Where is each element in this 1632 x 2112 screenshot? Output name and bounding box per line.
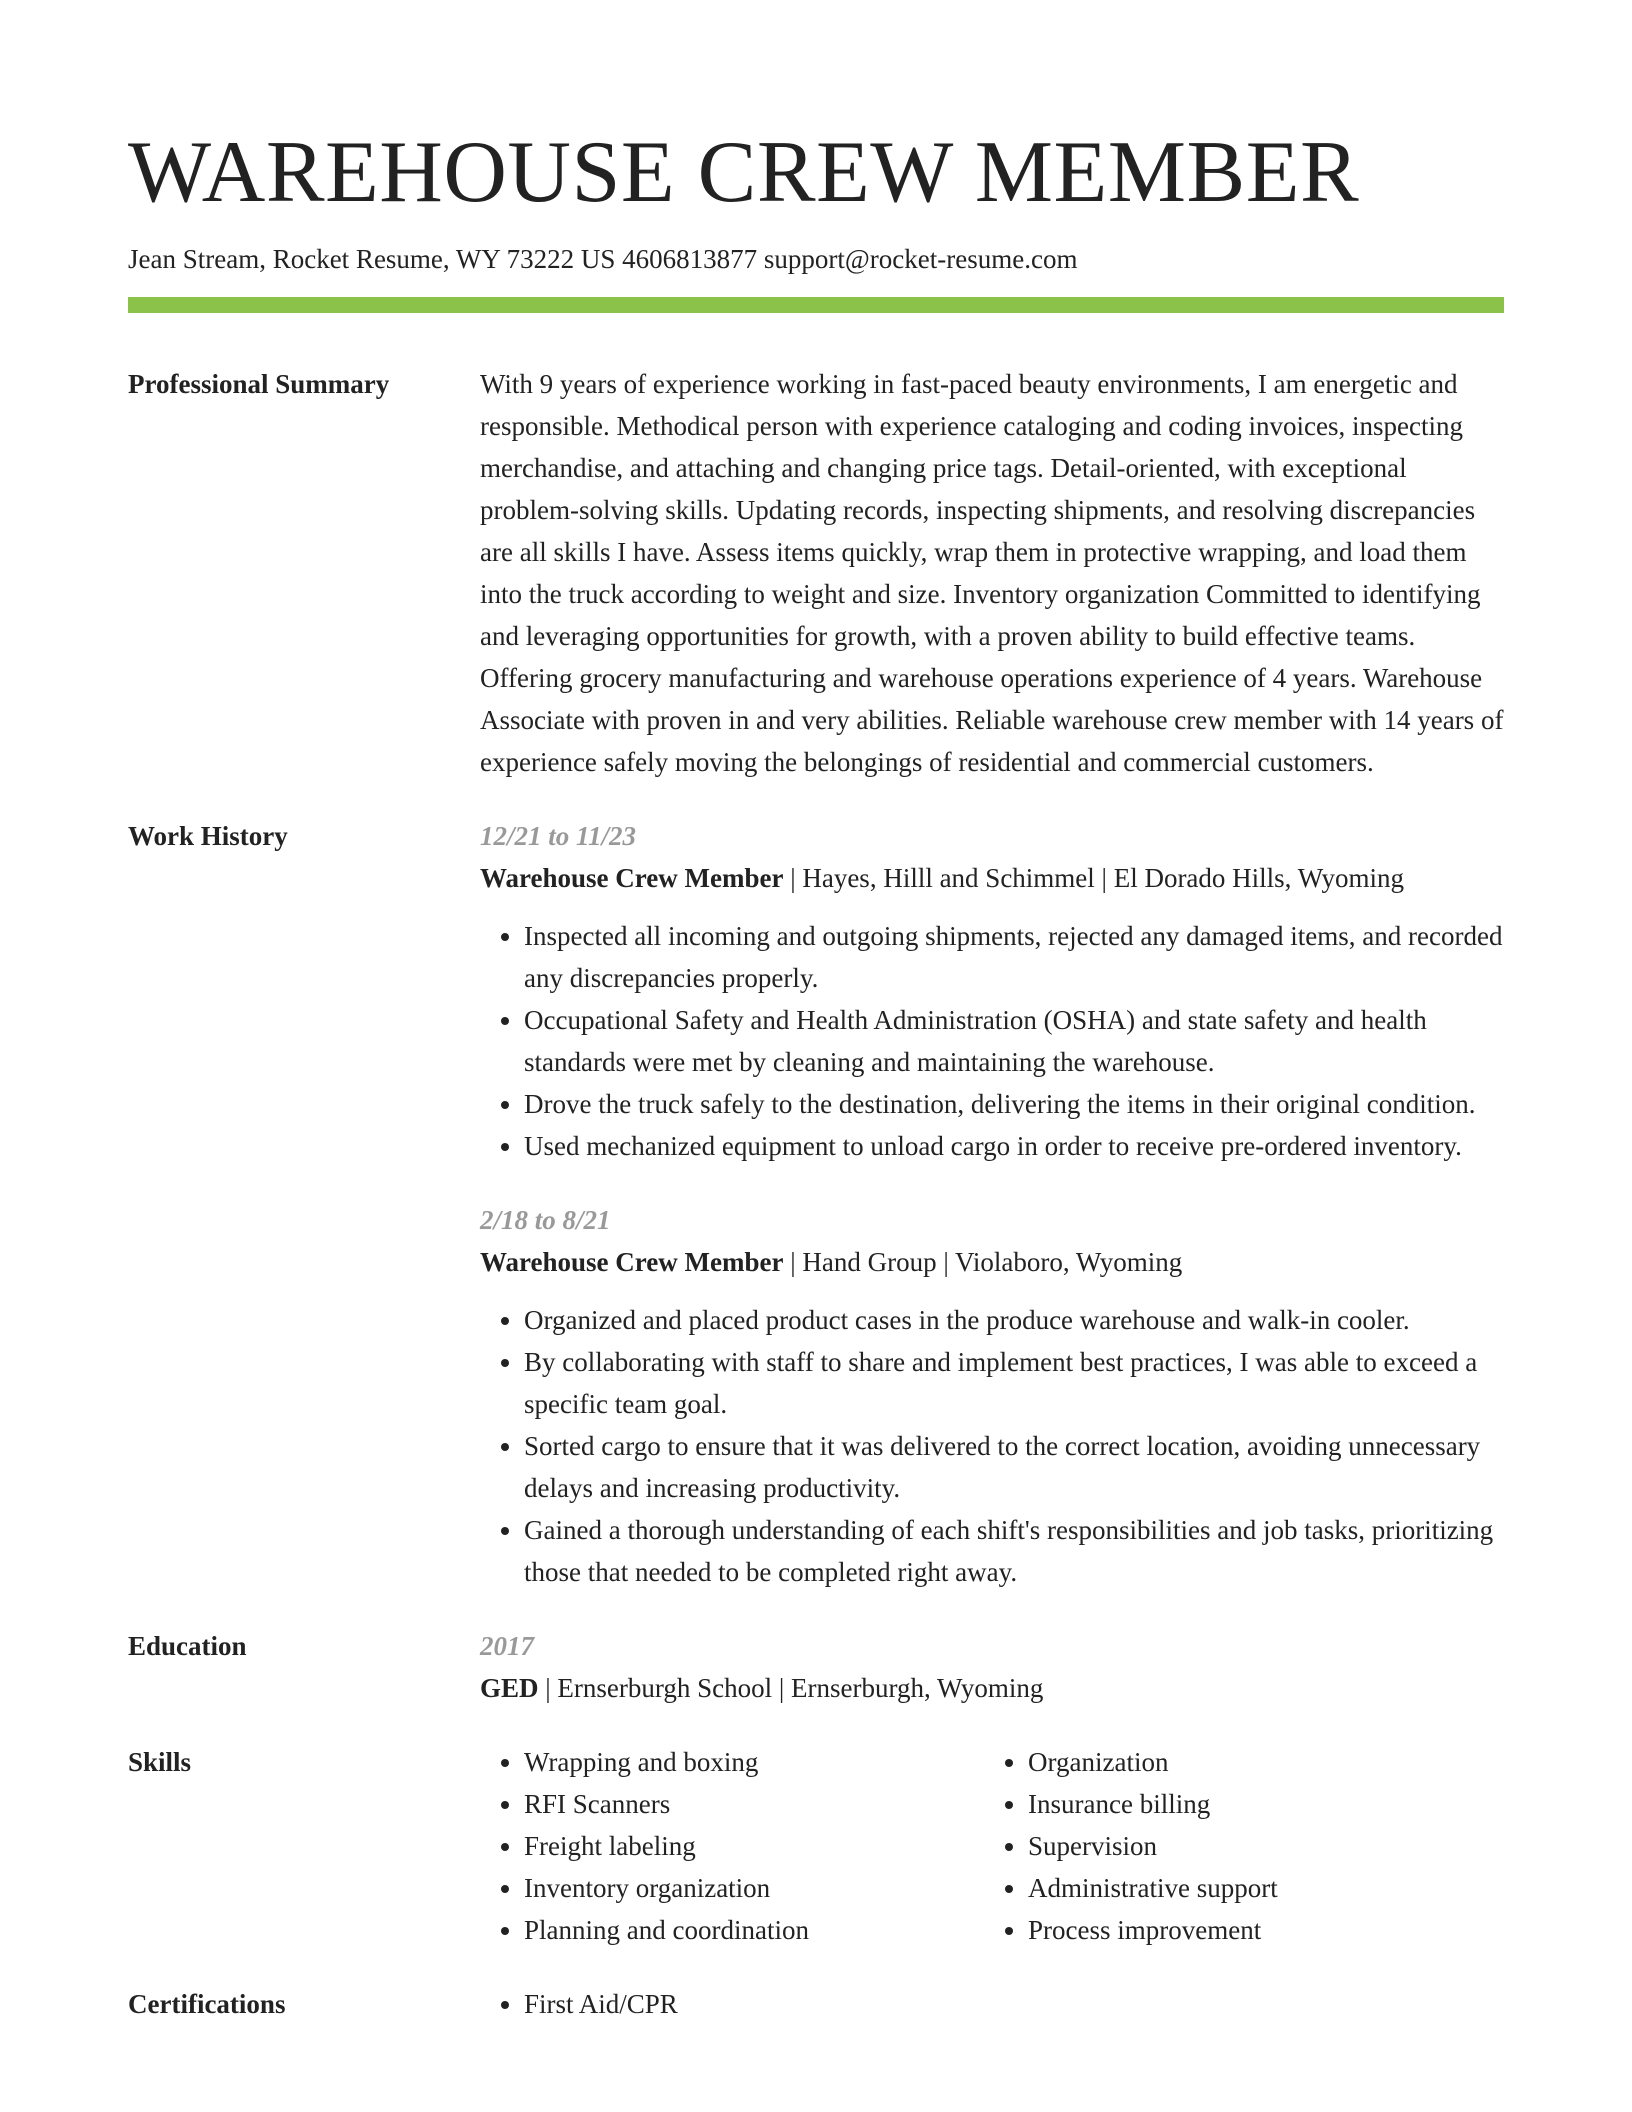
skill-item: • Administrative support xyxy=(1028,1867,1488,1909)
skill-item: • Inventory organization xyxy=(524,1867,984,1909)
job-dates: 12/21 to 11/23 xyxy=(480,821,637,851)
certifications-list xyxy=(480,1983,1504,2025)
candidate-name: WAREHOUSE CREW MEMBER xyxy=(128,124,1360,221)
header-divider xyxy=(128,297,1504,313)
job-title-line xyxy=(480,857,1504,899)
job-bullet: • Drove the truck safely to the destination, delivering the items in their original condition. xyxy=(524,1083,1504,1125)
job-bullet: • Inspected all incoming and outgoing shipments, rejected any damaged items, and recorded any discrepancies properly. xyxy=(524,915,1504,999)
skill-item: • Planning and coordination xyxy=(524,1909,984,1951)
job-bullet: • Gained a thorough understanding of each shift's responsibilities and job tasks, prioritizing those that needed to be completed right away. xyxy=(524,1509,1504,1593)
job-dates: 2/18 to 8/21 xyxy=(480,1205,611,1235)
work-history-section xyxy=(128,815,1504,1593)
certifications-heading: Certifications xyxy=(128,1989,286,2019)
job-bullet: • Organized and placed product cases in the produce warehouse and walk-in cooler. xyxy=(524,1299,1504,1341)
skill-item: • Organization xyxy=(1028,1741,1488,1783)
resume-page xyxy=(128,0,1504,2025)
job-employer-location: | Hand Group | Violaboro, Wyoming xyxy=(783,1247,1183,1277)
job-bullet: • Sorted cargo to ensure that it was delivered to the correct location, avoiding unnecessary delays and increasing productivity. xyxy=(524,1425,1504,1509)
education-degree: GED xyxy=(480,1673,539,1703)
summary-heading: Professional Summary xyxy=(128,369,390,399)
certifications-section xyxy=(128,1983,1504,2025)
work-history-heading: Work History xyxy=(128,821,288,851)
skill-item: • Process improvement xyxy=(1028,1909,1488,1951)
job-entry xyxy=(480,815,1504,1167)
education-school-location: | Ernserburgh School | Ernserburgh, Wyoming xyxy=(538,1673,1044,1703)
summary-text: With 9 years of experience working in fast-paced beauty environments, I am energetic and responsible. Methodical person with experience cataloging and coding invoices, inspecting merchandise, and attaching and changing price tags. Detail-oriented, with exceptional problem-solving skills. Updating records, inspecting shipments, and resolving discrepancies are all skills I have. Assess items quickly, wrap them in protective wrapping, and load them into the truck according to weight and size. Inventory organization Committed to identifying and leveraging opportunities for growth, with a proven ability to build effective teams. Offering grocery manufacturing and warehouse operations experience of 4 years. Warehouse Associate with proven in and very abilities. Reliable warehouse crew member with 14 years of experience safely moving the belongings of residential and commercial customers. xyxy=(480,369,1504,777)
summary-section xyxy=(128,363,1504,783)
job-bullet: • Used mechanized equipment to unload cargo in order to receive pre-ordered inventory. xyxy=(524,1125,1504,1167)
job-title: Warehouse Crew Member xyxy=(480,863,784,893)
skill-item: • Wrapping and boxing xyxy=(524,1741,984,1783)
job-entry xyxy=(480,1199,1504,1593)
education-year: 2017 xyxy=(480,1631,534,1661)
skills-list-right xyxy=(984,1741,1488,1951)
job-bullet: • By collaborating with staff to share and implement best practices, I was able to exceed a specific team goal. xyxy=(524,1341,1504,1425)
job-title: Warehouse Crew Member xyxy=(480,1247,784,1277)
skills-list-left xyxy=(480,1741,984,1951)
education-heading: Education xyxy=(128,1631,247,1661)
skill-item: • Freight labeling xyxy=(524,1825,984,1867)
skills-heading: Skills xyxy=(128,1747,192,1777)
skills-columns xyxy=(480,1741,1504,1951)
job-bullets xyxy=(480,1299,1504,1593)
skills-section xyxy=(128,1741,1504,1951)
job-bullet: • Occupational Safety and Health Administration (OSHA) and state safety and health standards were met by cleaning and maintaining the warehouse. xyxy=(524,999,1504,1083)
job-title-line xyxy=(480,1241,1504,1283)
job-bullets xyxy=(480,915,1504,1167)
skill-item: • Insurance billing xyxy=(1028,1783,1488,1825)
contact-line: Jean Stream, Rocket Resume, WY 73222 US 4606813877 support@rocket-resume.com xyxy=(128,244,1078,274)
skill-item: • Supervision xyxy=(1028,1825,1488,1867)
certification-item: • First Aid/CPR xyxy=(524,1983,1504,2025)
job-employer-location: | Hayes, Hilll and Schimmel | El Dorado Hills, Wyoming xyxy=(783,863,1405,893)
skill-item: • RFI Scanners xyxy=(524,1783,984,1825)
education-section xyxy=(128,1625,1504,1709)
education-line xyxy=(480,1667,1504,1709)
